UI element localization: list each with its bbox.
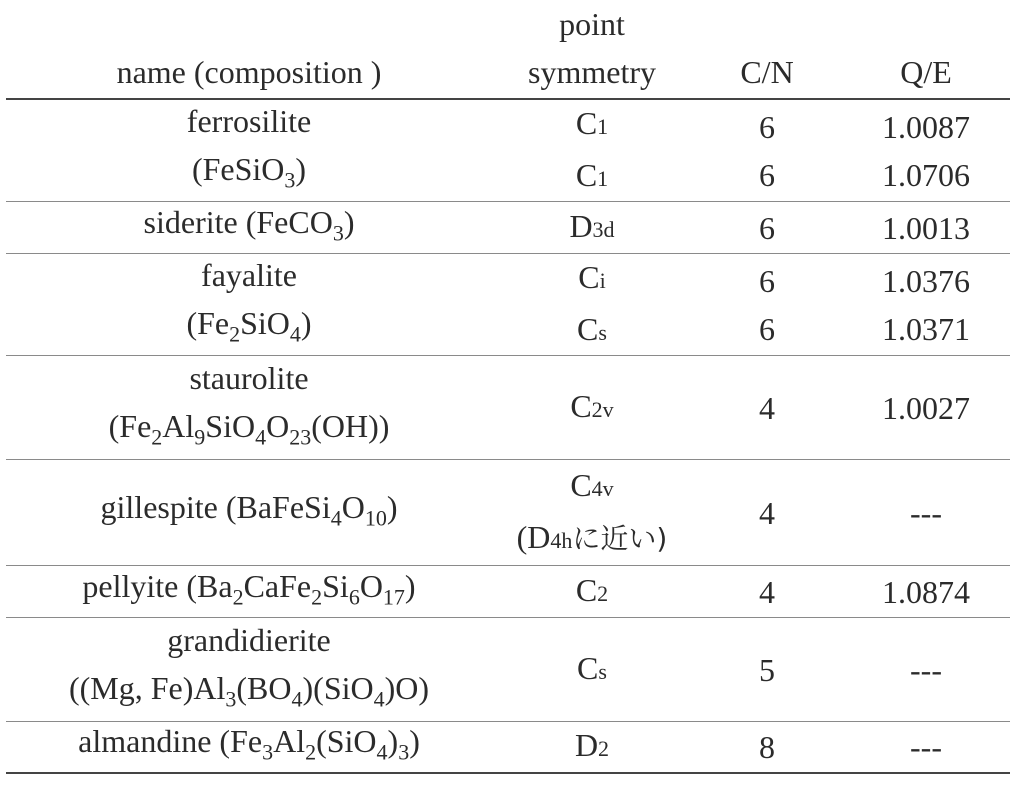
cn-value: 4 [759, 494, 775, 531]
table-row-grandidierite [6, 618, 1010, 722]
qe-value: --- [910, 651, 942, 688]
qe-value: 1.0013 [882, 209, 970, 246]
mineral-name [6, 251, 492, 358]
symmetry-note: (D4hに近い) [516, 518, 668, 555]
point-symmetry: D2 [574, 727, 610, 763]
point-symmetry: C2v [570, 387, 614, 424]
mineral-name [6, 97, 492, 204]
mineral-name [6, 354, 492, 461]
qe-value: 1.0706 [882, 156, 970, 193]
point-symmetry [492, 461, 692, 565]
symmetry-value: C1 [575, 104, 609, 141]
point-symmetry: C2 [575, 571, 609, 608]
table-row-almandine [6, 722, 1010, 774]
qe-value: --- [910, 729, 942, 765]
qe-value: 1.0027 [882, 389, 970, 426]
table-row-pellyite [6, 566, 1010, 618]
mineral-name: almandine $(Fe_3Al_2(SiO_4)_3)$ [78, 723, 420, 765]
point-symmetry [492, 253, 692, 357]
symmetry-value: C1 [575, 156, 609, 193]
symmetry-value: Ci [578, 258, 606, 295]
header-point-symmetry [492, 0, 692, 98]
qe-value: 1.0376 [882, 262, 970, 299]
cn-value: 4 [759, 573, 775, 610]
cn-value: 6 [759, 209, 775, 246]
mineral-name-line1: fayalite [201, 256, 297, 293]
table-row-gillespite [6, 460, 1010, 566]
cn-value: 6 [759, 310, 775, 347]
mineral-symmetry-table [6, 0, 1010, 774]
table-row-staurolite [6, 356, 1010, 460]
table-row-fayalite [6, 254, 1010, 356]
point-symmetry: Cs [577, 649, 607, 686]
mineral-name [6, 616, 492, 723]
header-symmetry-line2: symmetry [528, 54, 656, 90]
quadratic-elongation [842, 103, 1010, 199]
qe-value: 1.0087 [882, 108, 970, 145]
table-row-siderite [6, 202, 1010, 254]
mineral-name: pellyite $(Ba_2CaFe_2Si_6O_{17})$ [82, 567, 416, 610]
mineral-name: gillespite $(BaFeSi_4O_{10})$ [100, 488, 398, 531]
mineral-name-line1: staurolite [189, 359, 309, 396]
header-cn: C/N [740, 54, 794, 90]
cn-value: 8 [759, 729, 775, 765]
mineral-name-line2: ((Mg, $Fe)Al_3(BO_4)(SiO_4)O$) [68, 669, 430, 712]
quadratic-elongation [842, 257, 1010, 353]
cn-value: 6 [759, 262, 775, 299]
table-row-ferrosilite [6, 100, 1010, 202]
point-symmetry: D3d [569, 207, 615, 244]
cn-value: 4 [759, 389, 775, 426]
header-qe: Q/E [900, 54, 952, 90]
point-symmetry [492, 99, 692, 203]
coordination-number [692, 103, 842, 199]
header-name: name (composition ) [116, 54, 382, 90]
mineral-name-line1: grandidierite [167, 621, 331, 658]
header-symmetry-line1: point [559, 6, 625, 42]
qe-value: --- [910, 494, 942, 531]
qe-value: 1.0371 [882, 310, 970, 347]
mineral-name-line2: $(Fe_2SiO_4)$ [186, 304, 312, 347]
coordination-number [692, 257, 842, 353]
mineral-name-line2: $(Fe_2Al_9SiO_4O_{23}(OH))$ [108, 407, 390, 450]
cn-value: 6 [759, 108, 775, 145]
qe-value: 1.0874 [882, 573, 970, 610]
cn-value: 6 [759, 156, 775, 193]
cn-value: 5 [759, 651, 775, 688]
mineral-name-line1: ferrosilite [186, 102, 312, 139]
symmetry-value: Cs [577, 310, 607, 347]
symmetry-value: C4v [570, 466, 614, 503]
mineral-name-line2: (FeSiO$_3$) [191, 150, 307, 193]
mineral-name: siderite (FeCO$_3$) [143, 203, 355, 246]
table-header [6, 0, 1010, 100]
